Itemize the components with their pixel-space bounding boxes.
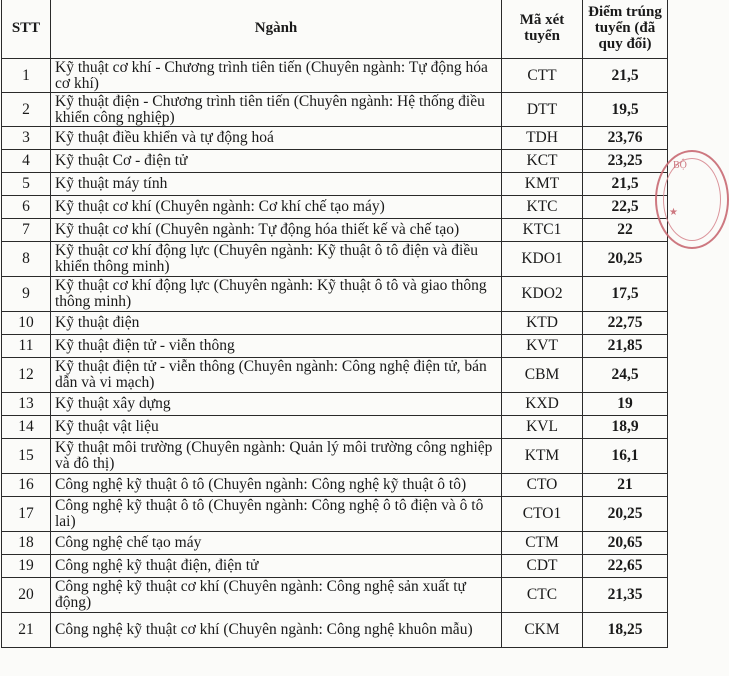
row-diem: 17,5	[583, 277, 668, 312]
row-diem: 20,25	[583, 242, 668, 277]
row-nganh: Kỹ thuật cơ khí động lực (Chuyên ngành: Kỹ thuật ô tô và giao thông thông minh)	[51, 277, 502, 312]
seal-text: BỘ	[673, 160, 687, 171]
row-stt: 3	[2, 127, 51, 150]
row-diem: 20,25	[583, 497, 668, 532]
row-ma-xet-tuyen: KXD	[502, 393, 583, 416]
row-stt: 9	[2, 277, 51, 312]
table-row	[2, 173, 668, 196]
row-diem: 22,75	[583, 312, 668, 335]
row-nganh: Kỹ thuật xây dựng	[51, 393, 502, 416]
table-row	[2, 474, 668, 497]
row-ma-xet-tuyen: KTD	[502, 312, 583, 335]
table-row	[2, 59, 668, 93]
table-row	[2, 393, 668, 416]
table-row	[2, 613, 668, 648]
table-row	[2, 127, 668, 150]
row-ma-xet-tuyen: CDT	[502, 555, 583, 578]
row-ma-xet-tuyen: CKM	[502, 613, 583, 648]
row-diem: 23,25	[583, 150, 668, 173]
row-diem: 18,25	[583, 613, 668, 648]
row-stt: 7	[2, 219, 51, 242]
row-nganh: Kỹ thuật cơ khí (Chuyên ngành: Tự động hóa thiết kế và chế tạo)	[51, 219, 502, 242]
row-stt: 1	[2, 59, 51, 93]
table-row	[2, 532, 668, 555]
row-stt: 19	[2, 555, 51, 578]
row-diem: 22,5	[583, 196, 668, 219]
row-diem: 22	[583, 219, 668, 242]
row-ma-xet-tuyen: KVL	[502, 416, 583, 439]
row-nganh: Công nghệ kỹ thuật điện, điện tử	[51, 555, 502, 578]
row-ma-xet-tuyen: KCT	[502, 150, 583, 173]
row-nganh: Kỹ thuật môi trường (Chuyên ngành: Quản lý môi trường công nghiệp và đô thị)	[51, 439, 502, 474]
row-ma-xet-tuyen: CBM	[502, 358, 583, 393]
table-row	[2, 416, 668, 439]
row-stt: 20	[2, 578, 51, 613]
row-nganh: Công nghệ kỹ thuật ô tô (Chuyên ngành: Công nghệ ô tô điện và ô tô lai)	[51, 497, 502, 532]
row-nganh: Kỹ thuật điều khiển và tự động hoá	[51, 127, 502, 150]
table-row	[2, 555, 668, 578]
row-stt: 8	[2, 242, 51, 277]
row-nganh: Kỹ thuật điện tử - viễn thông (Chuyên ngành: Công nghệ điện tử, bán dẫn và vi mạch)	[51, 358, 502, 393]
row-ma-xet-tuyen: KDO2	[502, 277, 583, 312]
row-ma-xet-tuyen: KDO1	[502, 242, 583, 277]
row-stt: 21	[2, 613, 51, 648]
table-row	[2, 358, 668, 393]
table-row	[2, 150, 668, 173]
seal-ring	[663, 158, 721, 241]
seal-star-icon: ★	[669, 207, 678, 218]
row-nganh: Kỹ thuật cơ khí (Chuyên ngành: Cơ khí chế tạo máy)	[51, 196, 502, 219]
admission-score-table	[1, 0, 668, 648]
row-nganh: Kỹ thuật điện - Chương trình tiên tiến (Chuyên ngành: Hệ thống điều khiển công nghiệp)	[51, 93, 502, 127]
row-diem: 21,35	[583, 578, 668, 613]
row-nganh: Kỹ thuật vật liệu	[51, 416, 502, 439]
row-nganh: Công nghệ kỹ thuật cơ khí (Chuyên ngành: Công nghệ khuôn mẫu)	[51, 613, 502, 648]
row-stt: 4	[2, 150, 51, 173]
row-stt: 11	[2, 335, 51, 358]
table-row	[2, 196, 668, 219]
row-ma-xet-tuyen: CTO	[502, 474, 583, 497]
row-ma-xet-tuyen: KTC	[502, 196, 583, 219]
row-ma-xet-tuyen: KTM	[502, 439, 583, 474]
row-diem: 19,5	[583, 93, 668, 127]
row-nganh: Kỹ thuật cơ khí - Chương trình tiên tiến (Chuyên ngành: Tự động hóa cơ khí)	[51, 59, 502, 93]
header-diem-trung-tuyen: Điểm trúng tuyển (đã quy đổi)	[583, 0, 668, 59]
row-diem: 21,5	[583, 173, 668, 196]
row-diem: 20,65	[583, 532, 668, 555]
row-diem: 24,5	[583, 358, 668, 393]
row-nganh: Công nghệ kỹ thuật ô tô (Chuyên ngành: Công nghệ kỹ thuật ô tô)	[51, 474, 502, 497]
row-stt: 5	[2, 173, 51, 196]
row-nganh: Công nghệ chế tạo máy	[51, 532, 502, 555]
row-stt: 16	[2, 474, 51, 497]
row-stt: 15	[2, 439, 51, 474]
official-seal	[655, 150, 729, 249]
row-ma-xet-tuyen: CTM	[502, 532, 583, 555]
row-stt: 12	[2, 358, 51, 393]
row-ma-xet-tuyen: CTC	[502, 578, 583, 613]
row-diem: 18,9	[583, 416, 668, 439]
table-row	[2, 578, 668, 613]
table-row	[2, 277, 668, 312]
table-body	[2, 59, 668, 648]
row-nganh: Kỹ thuật cơ khí động lực (Chuyên ngành: Kỹ thuật ô tô điện và điều khiển thông minh)	[51, 242, 502, 277]
row-ma-xet-tuyen: TDH	[502, 127, 583, 150]
row-stt: 18	[2, 532, 51, 555]
row-diem: 21	[583, 474, 668, 497]
table-header-row	[2, 0, 668, 59]
table-row	[2, 312, 668, 335]
table-row	[2, 219, 668, 242]
row-ma-xet-tuyen: KVT	[502, 335, 583, 358]
row-nganh: Công nghệ kỹ thuật cơ khí (Chuyên ngành: Công nghệ sản xuất tự động)	[51, 578, 502, 613]
row-ma-xet-tuyen: CTO1	[502, 497, 583, 532]
row-diem: 22,65	[583, 555, 668, 578]
row-ma-xet-tuyen: CTT	[502, 59, 583, 93]
row-nganh: Kỹ thuật máy tính	[51, 173, 502, 196]
row-nganh: Kỹ thuật Cơ - điện tử	[51, 150, 502, 173]
row-ma-xet-tuyen: DTT	[502, 93, 583, 127]
row-stt: 6	[2, 196, 51, 219]
row-ma-xet-tuyen: KTC1	[502, 219, 583, 242]
table-row	[2, 497, 668, 532]
table-row	[2, 242, 668, 277]
row-nganh: Kỹ thuật điện tử - viễn thông	[51, 335, 502, 358]
row-stt: 10	[2, 312, 51, 335]
table-row	[2, 93, 668, 127]
row-stt: 2	[2, 93, 51, 127]
table-row	[2, 439, 668, 474]
row-diem: 21,5	[583, 59, 668, 93]
header-ma-xet-tuyen: Mã xét tuyển	[502, 0, 583, 59]
row-nganh: Kỹ thuật điện	[51, 312, 502, 335]
row-stt: 13	[2, 393, 51, 416]
header-nganh: Ngành	[51, 0, 502, 59]
row-diem: 21,85	[583, 335, 668, 358]
table-row	[2, 335, 668, 358]
row-diem: 23,76	[583, 127, 668, 150]
row-diem: 16,1	[583, 439, 668, 474]
row-diem: 19	[583, 393, 668, 416]
row-ma-xet-tuyen: KMT	[502, 173, 583, 196]
row-stt: 17	[2, 497, 51, 532]
header-stt: STT	[2, 0, 51, 59]
row-stt: 14	[2, 416, 51, 439]
